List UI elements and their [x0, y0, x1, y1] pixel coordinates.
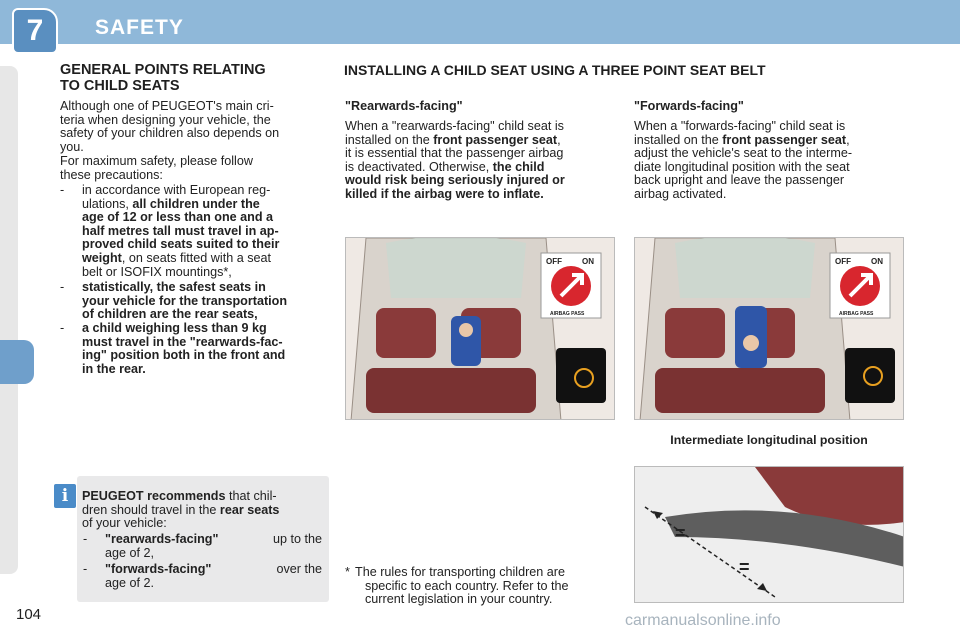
footnote-star: * [345, 565, 350, 579]
rearwards-car-illustration [345, 237, 615, 420]
seat-rail-drawing [635, 467, 904, 603]
forwards-heading: "Forwards-facing" [634, 99, 744, 113]
precautions-intro: For maximum safety, please follow these precautions: [60, 154, 253, 182]
watermark: carmanualsonline.info [625, 612, 781, 629]
rearwards-text: When a "rearwards-facing" child seat is installed on the front passenger seat, it is essential that the passenger airbag is deactivated. Otherwise, the child would risk being seriously injured or killed if the airbag were to inflate. [345, 119, 565, 201]
equal-mark-2: = [739, 557, 750, 577]
rearwards-car-drawing [346, 238, 615, 420]
installing-heading: INSTALLING A CHILD SEAT USING A THREE POINT SEAT BELT [344, 62, 766, 78]
forwards-car-drawing [635, 238, 904, 420]
airbag-pass-label-2: AIRBAG PASS [839, 311, 874, 317]
airbag-on-label-2: ON [871, 257, 883, 266]
precaution-item-1: - in accordance with European reg- ulations, all children under the age of 12 or less than one and a half metres tall must travel in ap- proved child seats suited to their weight, on seats fitted with a seat belt or ISOFIX mountings*, [60, 183, 280, 279]
recommendation-item-1: - "rearwards-facing" up to the age of 2, [83, 532, 322, 560]
info-icon: i [54, 484, 76, 508]
chapter-badge: 7 [12, 8, 58, 54]
page-title: SAFETY [95, 16, 184, 39]
seat-rail-illustration [634, 466, 904, 603]
general-intro: Although one of PEUGEOT's main cri- teria when designing your vehicle, the safety of your children also depends on you. [60, 99, 280, 154]
footnote-text: The rules for transporting children are specific to each country. Refer to the current legislation in your country. [355, 565, 569, 607]
precaution-item-2: - statistically, the safest seats in your vehicle for the transportation of children are the rear seats, [60, 280, 288, 322]
forwards-text: When a "forwards-facing" child seat is installed on the front passenger seat, adjust the vehicle's seat to the interme- diate longitudinal position with the seat back upright and leave the passenger airbag activated. [634, 119, 853, 201]
recommendation-text: PEUGEOT recommends that chil- dren should travel in the rear seats of your vehicle: [82, 489, 280, 531]
general-heading: GENERAL POINTS RELATING TO CHILD SEATS [60, 62, 266, 94]
intermediate-position-caption: Intermediate longitudinal position [670, 433, 868, 447]
airbag-on-label: ON [582, 257, 594, 266]
airbag-off-label-2: OFF [835, 257, 851, 266]
left-margin-strip [0, 66, 18, 574]
rearwards-heading: "Rearwards-facing" [345, 99, 463, 113]
page-number: 104 [16, 606, 42, 623]
airbag-off-label: OFF [546, 257, 562, 266]
forwards-car-illustration [634, 237, 904, 420]
chapter-tab[interactable] [0, 340, 34, 384]
airbag-pass-label: AIRBAG PASS [550, 311, 585, 317]
equal-mark-1: = [675, 523, 686, 543]
recommendation-item-2: - "forwards-facing" over the age of 2. [83, 562, 322, 590]
precaution-item-3: - a child weighing less than 9 kg must travel in the "rearwards-fac- ing" position both in the front and in the rear. [60, 321, 286, 376]
